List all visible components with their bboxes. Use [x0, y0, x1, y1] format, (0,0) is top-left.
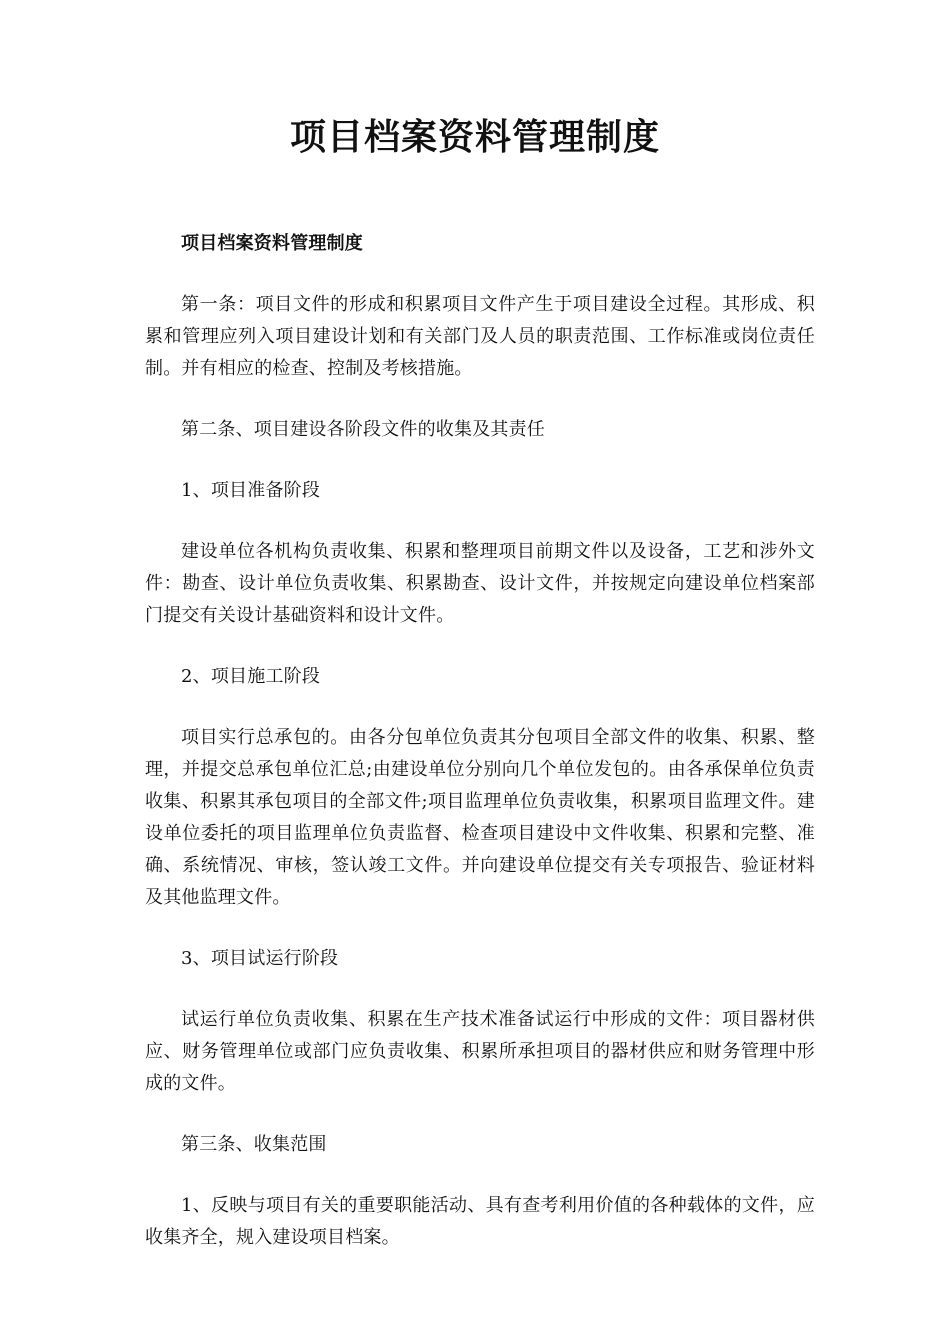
document-title: 项目档案资料管理制度 — [289, 117, 660, 158]
paragraph-stage-2-body: 项目实行总承包的。由各分包单位负责其分包项目全部文件的收集、积累、整理，并提交总承包单位汇总;由建设单位分别向几个单位发包的。由各承保单位负责收集、积累其承包项目的全部文件;项目监理单位负责收集，积累项目监理文件。建设单位委托的项目监理单位负责监督、检查项目建设中文件收集、积累和完整、准确、系统情况、审核，签认竣工文件。并向建设单位提交有关专项报告、验证材料及其他监理文件。 — [145, 727, 815, 908]
paragraph-stage-2-heading: 2、项目施工阶段 — [181, 666, 321, 687]
section-heading: 项目档案资料管理制度 — [181, 233, 363, 254]
paragraph-article-1: 第一条：项目文件的形成和积累项目文件产生于项目建设全过程。其形成、积累和管理应列入项目建设计划和有关部门及人员的职责范围、工作标准或岗位责任制。并有相应的检查、控制及考核措施。 — [145, 294, 815, 379]
paragraph-stage-3-heading: 3、项目试运行阶段 — [181, 948, 339, 969]
document-body — [145, 228, 815, 1283]
paragraph-stage-1-heading: 1、项目准备阶段 — [181, 480, 321, 501]
paragraph-scope-1: 1、反映与项目有关的重要职能活动、具有查考利用价值的各种载体的文件，应收集齐全，规入建设项目档案。 — [145, 1195, 815, 1248]
paragraph-stage-1-body: 建设单位各机构负责收集、积累和整理项目前期文件以及设备，工艺和涉外文件：勘查、设计单位负责收集、积累勘查、设计文件，并按规定向建设单位档案部门提交有关设计基础资料和设计文件。 — [145, 541, 815, 626]
paragraph-article-2-heading: 第二条、项目建设各阶段文件的收集及其责任 — [181, 419, 545, 440]
paragraph-stage-3-body: 试运行单位负责收集、积累在生产技术准备试运行中形成的文件：项目器材供应、财务管理单位或部门应负责收集、积累所承担项目的器材供应和财务管理中形成的文件。 — [145, 1009, 815, 1094]
paragraph-article-3-heading: 第三条、收集范围 — [181, 1134, 327, 1155]
